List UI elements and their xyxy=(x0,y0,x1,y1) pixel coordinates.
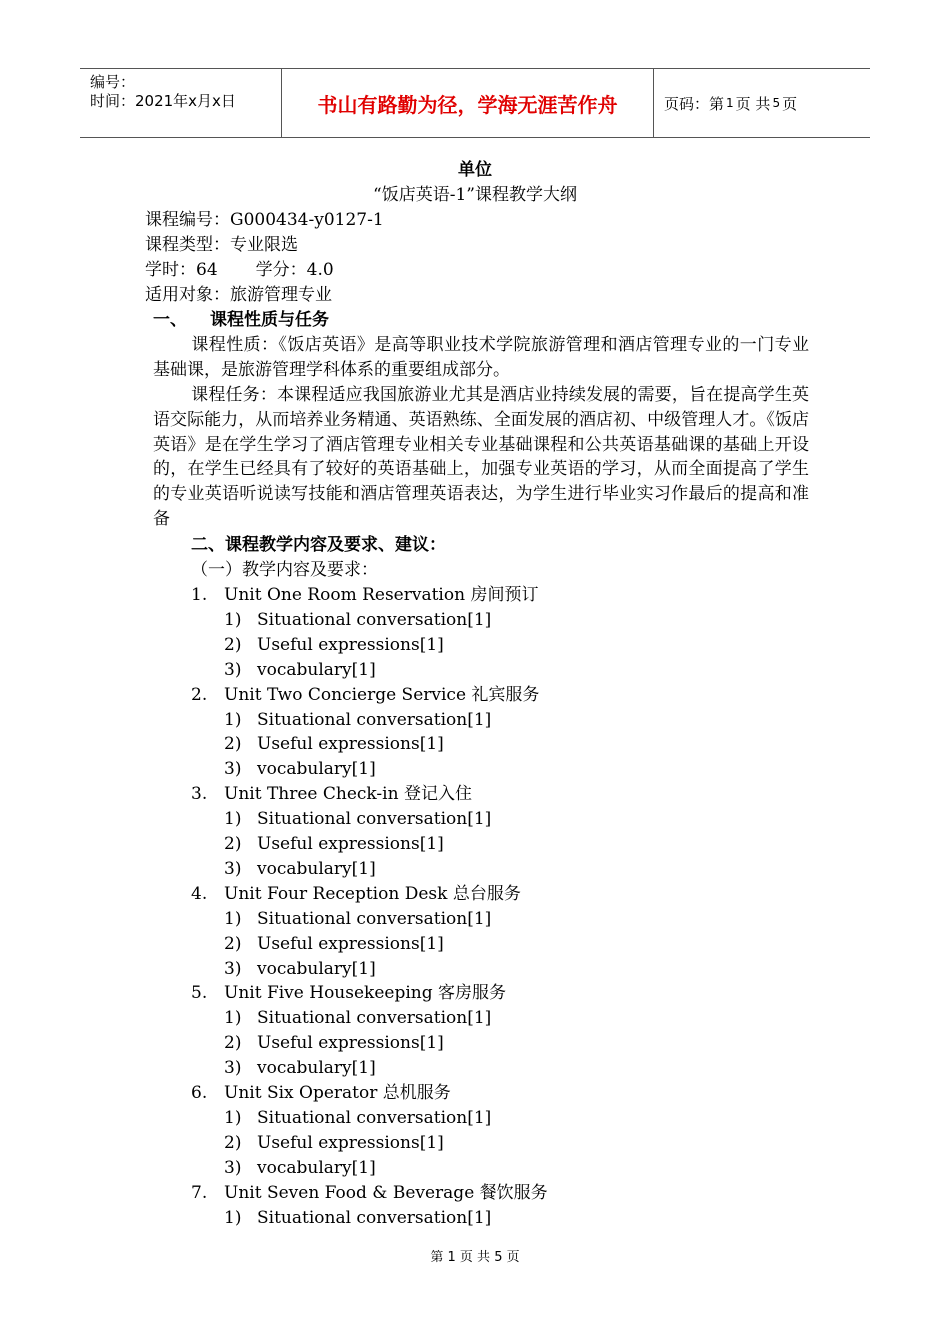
section-1-title: 课程性质与任务 xyxy=(210,310,329,330)
unit-title: Unit Six Operator 总机服务 xyxy=(224,1083,451,1103)
page-footer: 第 1 页 共 5 页 xyxy=(430,1250,520,1265)
sub-item-number: 2) xyxy=(224,634,242,655)
unit-item xyxy=(191,683,539,707)
sub-item-number: 1) xyxy=(224,1207,242,1228)
unit-number: 6. xyxy=(191,1083,208,1103)
unit-sub-item xyxy=(224,1056,376,1080)
unit-item xyxy=(191,1181,548,1205)
code-label: 编号： xyxy=(90,73,136,91)
sub-item-text: Situational conversation[1] xyxy=(257,1107,492,1128)
doc-unit: 单位 xyxy=(458,160,492,180)
unit-sub-item xyxy=(224,633,444,657)
sub-item-text: Useful expressions[1] xyxy=(257,634,444,655)
subsection-heading: （一）教学内容及要求： xyxy=(191,560,378,580)
unit-sub-item xyxy=(224,857,376,881)
sub-item-number: 2) xyxy=(224,734,242,755)
sub-item-number: 1) xyxy=(224,809,242,830)
unit-sub-item xyxy=(224,957,376,981)
header-meta xyxy=(80,69,281,137)
unit-sub-item xyxy=(224,932,444,956)
sub-item-number: 3) xyxy=(224,1058,242,1079)
sub-item-text: Useful expressions[1] xyxy=(257,1033,444,1054)
sub-item-text: vocabulary[1] xyxy=(257,1058,376,1079)
unit-sub-item xyxy=(224,732,444,756)
unit-number: 2. xyxy=(191,684,208,705)
sub-item-text: vocabulary[1] xyxy=(257,759,376,780)
course-task-text: 课程任务：本课程适应我国旅游业尤其是酒店业持续发展的需要，旨在提高学生英语交际能力，从而培养业务精通、英语熟练、全面发展的酒店初、中级管理人才。《饭店英语》是在学生学习了酒店管理专业相关专业基础课程和公共英语基础课的基础上开设的，在学生已经具有了较好的英语基础上，加强专业英语的学习，从而全面提高了学生的专业英语听说读写技能和酒店管理英语表达，为学生进行毕业实习作最后的提高和准备 xyxy=(153,385,809,529)
sub-item-number: 3) xyxy=(224,759,242,780)
unit-sub-item xyxy=(224,1206,491,1230)
sub-item-text: Situational conversation[1] xyxy=(257,709,492,730)
unit-number: 7. xyxy=(191,1182,208,1203)
sub-item-text: Situational conversation[1] xyxy=(257,609,492,630)
sub-item-text: Situational conversation[1] xyxy=(257,809,492,830)
section-1-heading xyxy=(153,308,329,332)
course-nature-text: 课程性质：《饭店英语》是高等职业技术学院旅游管理和酒店管理专业的一门专业基础课，是旅游管理学科体系的重要组成部分。 xyxy=(153,335,809,380)
unit-sub-item xyxy=(224,807,491,831)
page-mid: 页 共 xyxy=(735,94,771,113)
unit-sub-item xyxy=(224,1006,491,1030)
unit-item xyxy=(191,1081,451,1105)
sub-item-text: Useful expressions[1] xyxy=(257,933,444,954)
sub-item-text: Situational conversation[1] xyxy=(257,908,492,929)
sub-item-number: 2) xyxy=(224,834,242,854)
sub-item-text: Useful expressions[1] xyxy=(257,834,444,854)
unit-sub-item xyxy=(224,658,376,682)
sub-item-number: 2) xyxy=(224,1132,242,1153)
course-code: 课程编号：G000434-y0127-1 xyxy=(145,210,384,230)
sub-item-text: vocabulary[1] xyxy=(257,858,376,879)
course-hours: 学时：64 xyxy=(145,260,218,280)
unit-title: Unit Three Check-in 登记入住 xyxy=(224,784,472,805)
sub-item-number: 3) xyxy=(224,659,242,680)
page-prefix: 页码：第 xyxy=(664,94,725,113)
unit-sub-item xyxy=(224,608,491,632)
unit-item xyxy=(191,981,506,1005)
unit-sub-item xyxy=(224,708,491,732)
sub-item-number: 1) xyxy=(224,609,242,630)
sub-item-number: 3) xyxy=(224,858,242,879)
unit-title: Unit Seven Food & Beverage 餐饮服务 xyxy=(224,1182,548,1203)
unit-sub-item xyxy=(224,757,376,781)
unit-sub-item xyxy=(224,832,444,856)
header-page-info xyxy=(654,69,870,137)
sub-item-number: 2) xyxy=(224,1033,242,1054)
sub-item-number: 2) xyxy=(224,933,242,954)
unit-title: Unit Four Reception Desk 总台服务 xyxy=(224,883,521,904)
sub-item-number: 3) xyxy=(224,1157,242,1178)
unit-sub-item xyxy=(224,1106,491,1130)
unit-title: Unit Five Housekeeping 客房服务 xyxy=(224,983,507,1004)
sub-item-text: vocabulary[1] xyxy=(257,659,376,680)
sub-item-text: Situational conversation[1] xyxy=(257,1008,492,1029)
unit-sub-item xyxy=(224,907,491,931)
course-task-paragraph xyxy=(153,383,809,532)
unit-sub-item xyxy=(224,1031,444,1055)
sub-item-text: Useful expressions[1] xyxy=(257,1132,444,1153)
course-hours-credits xyxy=(145,258,334,282)
unit-title: Unit Two Concierge Service 礼宾服务 xyxy=(224,684,540,705)
sub-item-text: Useful expressions[1] xyxy=(257,734,444,755)
course-type: 课程类型：专业限选 xyxy=(145,235,298,255)
page-suffix: 页 xyxy=(782,94,798,113)
unit-number: 1. xyxy=(191,585,208,605)
sub-item-text: vocabulary[1] xyxy=(257,1157,376,1178)
doc-title: “饭店英语-1”课程教学大纲 xyxy=(373,185,577,205)
header-motto: 书山有路勤为径，学海无涯苦作舟 xyxy=(281,69,654,137)
unit-sub-item xyxy=(224,1156,376,1180)
page-current: 1 xyxy=(726,96,734,110)
unit-number: 4. xyxy=(191,883,208,904)
unit-sub-item xyxy=(224,1131,444,1155)
unit-item xyxy=(191,583,538,607)
page-total: 5 xyxy=(772,96,781,110)
page-header xyxy=(80,68,870,138)
sub-item-number: 1) xyxy=(224,1107,242,1128)
section-1-number: 一、 xyxy=(153,310,187,330)
course-nature-paragraph xyxy=(153,333,809,383)
sub-item-number: 1) xyxy=(224,1008,242,1029)
course-credits: 学分：4.0 xyxy=(255,260,334,280)
sub-item-text: vocabulary[1] xyxy=(257,958,376,979)
sub-item-text: Situational conversation[1] xyxy=(257,1207,492,1228)
time-label: 时间：2021年x月x日 xyxy=(90,92,236,110)
sub-item-number: 3) xyxy=(224,958,242,979)
unit-item xyxy=(191,782,472,806)
sub-item-number: 1) xyxy=(224,709,242,730)
sub-item-number: 1) xyxy=(224,908,242,929)
course-audience: 适用对象：旅游管理专业 xyxy=(145,285,332,305)
section-2-heading: 二、课程教学内容及要求、建议： xyxy=(191,535,446,555)
unit-number: 3. xyxy=(191,784,208,805)
unit-title: Unit One Room Reservation 房间预订 xyxy=(224,585,539,605)
unit-item xyxy=(191,882,521,906)
unit-number: 5. xyxy=(191,983,208,1004)
